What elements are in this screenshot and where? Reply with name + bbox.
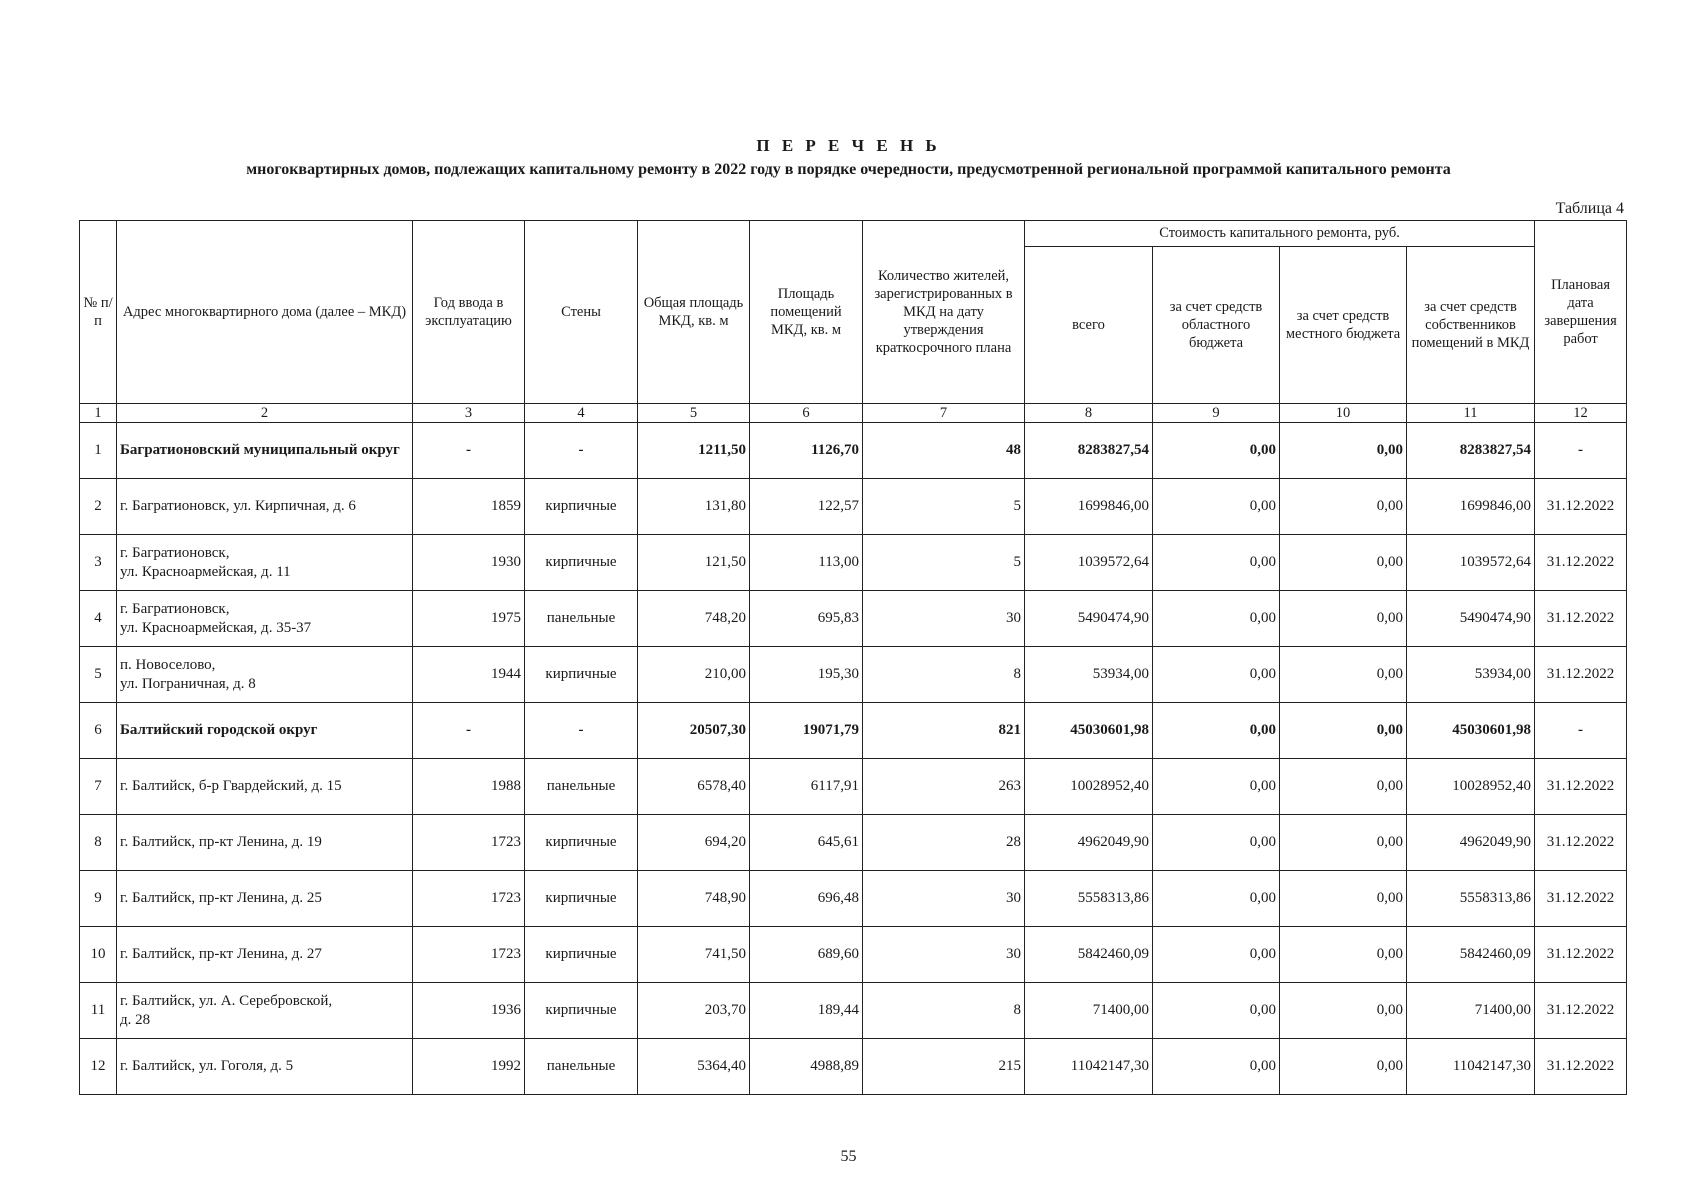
row-number: 3	[80, 535, 117, 591]
residents-cell: 215	[863, 1039, 1025, 1095]
cost-owners-cell: 1039572,64	[1407, 535, 1535, 591]
address-cell: г. Балтийск, пр-кт Ленина, д. 27	[117, 927, 413, 983]
cost-local-cell: 0,00	[1280, 647, 1407, 703]
cost-regional-cell: 0,00	[1153, 647, 1280, 703]
address-cell: г. Багратионовск, ул. Красноармейская, д. 35-37	[117, 591, 413, 647]
premises-area-cell: 4988,89	[750, 1039, 863, 1095]
total-area-cell: 5364,40	[638, 1039, 750, 1095]
cost-local-cell: 0,00	[1280, 759, 1407, 815]
premises-area-cell: 1126,70	[750, 423, 863, 479]
cost-regional-cell: 0,00	[1153, 759, 1280, 815]
year-cell: 1992	[413, 1039, 525, 1095]
walls-cell: кирпичные	[525, 815, 638, 871]
cost-local-cell: 0,00	[1280, 535, 1407, 591]
header-num: № п/п	[80, 221, 117, 404]
column-number: 8	[1025, 404, 1153, 423]
header-year: Год ввода в эксплуатацию	[413, 221, 525, 404]
cost-owners-cell: 5842460,09	[1407, 927, 1535, 983]
table-row	[80, 479, 1627, 535]
cost-owners-cell: 5490474,90	[1407, 591, 1535, 647]
walls-cell: кирпичные	[525, 647, 638, 703]
cost-regional-cell: 0,00	[1153, 983, 1280, 1039]
completion-cell: -	[1535, 703, 1627, 759]
cost-regional-cell: 0,00	[1153, 479, 1280, 535]
completion-cell: 31.12.2022	[1535, 927, 1627, 983]
cost-total-cell: 1039572,64	[1025, 535, 1153, 591]
year-cell: 1975	[413, 591, 525, 647]
cost-regional-cell: 0,00	[1153, 927, 1280, 983]
address-cell: г. Балтийск, пр-кт Ленина, д. 25	[117, 871, 413, 927]
cost-local-cell: 0,00	[1280, 927, 1407, 983]
column-number: 7	[863, 404, 1025, 423]
table-row	[80, 647, 1627, 703]
premises-area-cell: 189,44	[750, 983, 863, 1039]
table-row	[80, 759, 1627, 815]
row-number: 2	[80, 479, 117, 535]
completion-cell: 31.12.2022	[1535, 591, 1627, 647]
row-number: 11	[80, 983, 117, 1039]
header-residents: Количество жителей, зарегистрированных в МКД на дату утверждения краткосрочного плана	[863, 221, 1025, 404]
column-number: 12	[1535, 404, 1627, 423]
premises-area-cell: 696,48	[750, 871, 863, 927]
cost-owners-cell: 1699846,00	[1407, 479, 1535, 535]
row-number: 7	[80, 759, 117, 815]
column-number: 10	[1280, 404, 1407, 423]
cost-total-cell: 5558313,86	[1025, 871, 1153, 927]
completion-cell: 31.12.2022	[1535, 983, 1627, 1039]
completion-cell: 31.12.2022	[1535, 647, 1627, 703]
year-cell: 1723	[413, 815, 525, 871]
walls-cell: панельные	[525, 591, 638, 647]
address-cell: Балтийский городской округ	[117, 703, 413, 759]
column-number: 3	[413, 404, 525, 423]
completion-cell: -	[1535, 423, 1627, 479]
table-row	[80, 535, 1627, 591]
cost-local-cell: 0,00	[1280, 1039, 1407, 1095]
walls-cell: кирпичные	[525, 535, 638, 591]
table-row	[80, 815, 1627, 871]
year-cell: 1944	[413, 647, 525, 703]
walls-cell: кирпичные	[525, 983, 638, 1039]
row-number: 12	[80, 1039, 117, 1095]
cost-total-cell: 53934,00	[1025, 647, 1153, 703]
cost-total-cell: 11042147,30	[1025, 1039, 1153, 1095]
completion-cell: 31.12.2022	[1535, 479, 1627, 535]
cost-total-cell: 8283827,54	[1025, 423, 1153, 479]
year-cell: 1988	[413, 759, 525, 815]
residents-cell: 263	[863, 759, 1025, 815]
cost-total-cell: 71400,00	[1025, 983, 1153, 1039]
cost-total-cell: 45030601,98	[1025, 703, 1153, 759]
cost-regional-cell: 0,00	[1153, 871, 1280, 927]
year-cell: -	[413, 423, 525, 479]
completion-cell: 31.12.2022	[1535, 759, 1627, 815]
premises-area-cell: 195,30	[750, 647, 863, 703]
cost-local-cell: 0,00	[1280, 591, 1407, 647]
cost-local-cell: 0,00	[1280, 479, 1407, 535]
year-cell: 1859	[413, 479, 525, 535]
address-cell: г. Балтийск, пр-кт Ленина, д. 19	[117, 815, 413, 871]
premises-area-cell: 645,61	[750, 815, 863, 871]
cost-owners-cell: 53934,00	[1407, 647, 1535, 703]
cost-local-cell: 0,00	[1280, 703, 1407, 759]
walls-cell: -	[525, 703, 638, 759]
premises-area-cell: 695,83	[750, 591, 863, 647]
row-number: 10	[80, 927, 117, 983]
document-subtitle: многоквартирных домов, подлежащих капитальному ремонту в 2022 году в порядке очередности, предусмотренной региональной программой капитального ремонта	[246, 161, 1451, 178]
total-area-cell: 6578,40	[638, 759, 750, 815]
cost-local-cell: 0,00	[1280, 815, 1407, 871]
row-number: 4	[80, 591, 117, 647]
row-number: 1	[80, 423, 117, 479]
cost-total-cell: 10028952,40	[1025, 759, 1153, 815]
cost-owners-cell: 71400,00	[1407, 983, 1535, 1039]
total-area-cell: 131,80	[638, 479, 750, 535]
total-area-cell: 748,20	[638, 591, 750, 647]
row-number: 8	[80, 815, 117, 871]
total-area-cell: 694,20	[638, 815, 750, 871]
residents-cell: 5	[863, 535, 1025, 591]
premises-area-cell: 6117,91	[750, 759, 863, 815]
row-number: 6	[80, 703, 117, 759]
table-row-total	[80, 703, 1627, 759]
cost-owners-cell: 8283827,54	[1407, 423, 1535, 479]
address-cell: г. Багратионовск, ул. Кирпичная, д. 6	[117, 479, 413, 535]
address-cell: г. Багратионовск, ул. Красноармейская, д. 11	[117, 535, 413, 591]
table-label: Таблица 4	[1555, 200, 1624, 217]
walls-cell: панельные	[525, 759, 638, 815]
column-number: 4	[525, 404, 638, 423]
header-cost-regional: за счет средств областного бюджета	[1153, 247, 1280, 404]
header-walls: Стены	[525, 221, 638, 404]
column-number-row	[80, 404, 1627, 423]
cost-local-cell: 0,00	[1280, 983, 1407, 1039]
header-completion: Плановая дата завершения работ	[1535, 221, 1627, 404]
walls-cell: панельные	[525, 1039, 638, 1095]
cost-owners-cell: 4962049,90	[1407, 815, 1535, 871]
total-area-cell: 210,00	[638, 647, 750, 703]
total-area-cell: 748,90	[638, 871, 750, 927]
completion-cell: 31.12.2022	[1535, 1039, 1627, 1095]
document-title: П Е Р Е Ч Е Н Ь	[756, 136, 941, 155]
header-address: Адрес многоквартирного дома (далее – МКД)	[117, 221, 413, 404]
year-cell: 1936	[413, 983, 525, 1039]
walls-cell: кирпичные	[525, 479, 638, 535]
premises-area-cell: 122,57	[750, 479, 863, 535]
residents-cell: 8	[863, 983, 1025, 1039]
premises-area-cell: 19071,79	[750, 703, 863, 759]
residents-cell: 48	[863, 423, 1025, 479]
address-cell: г. Балтийск, ул. Гоголя, д. 5	[117, 1039, 413, 1095]
cost-owners-cell: 11042147,30	[1407, 1039, 1535, 1095]
completion-cell: 31.12.2022	[1535, 871, 1627, 927]
row-number: 5	[80, 647, 117, 703]
walls-cell: кирпичные	[525, 927, 638, 983]
header-premises-area: Площадь помещений МКД, кв. м	[750, 221, 863, 404]
completion-cell: 31.12.2022	[1535, 815, 1627, 871]
residents-cell: 30	[863, 927, 1025, 983]
table-body	[80, 423, 1627, 1095]
premises-area-cell: 113,00	[750, 535, 863, 591]
total-area-cell: 741,50	[638, 927, 750, 983]
column-number: 9	[1153, 404, 1280, 423]
total-area-cell: 20507,30	[638, 703, 750, 759]
buildings-table	[79, 220, 1627, 1095]
column-number: 6	[750, 404, 863, 423]
address-cell: г. Балтийск, ул. А. Серебровской, д. 28	[117, 983, 413, 1039]
walls-cell: -	[525, 423, 638, 479]
residents-cell: 821	[863, 703, 1025, 759]
residents-cell: 30	[863, 591, 1025, 647]
header-cost-total: всего	[1025, 247, 1153, 404]
cost-total-cell: 5490474,90	[1025, 591, 1153, 647]
table-row	[80, 591, 1627, 647]
cost-regional-cell: 0,00	[1153, 535, 1280, 591]
residents-cell: 5	[863, 479, 1025, 535]
column-number: 11	[1407, 404, 1535, 423]
column-number: 1	[80, 404, 117, 423]
table-row	[80, 983, 1627, 1039]
table-row	[80, 871, 1627, 927]
address-cell: Багратионовский муниципальный округ	[117, 423, 413, 479]
table-row-total	[80, 423, 1627, 479]
cost-total-cell: 5842460,09	[1025, 927, 1153, 983]
cost-regional-cell: 0,00	[1153, 591, 1280, 647]
completion-cell: 31.12.2022	[1535, 535, 1627, 591]
cost-regional-cell: 0,00	[1153, 815, 1280, 871]
header-cost-local: за счет средств местного бюджета	[1280, 247, 1407, 404]
cost-owners-cell: 5558313,86	[1407, 871, 1535, 927]
year-cell: 1930	[413, 535, 525, 591]
residents-cell: 8	[863, 647, 1025, 703]
premises-area-cell: 689,60	[750, 927, 863, 983]
walls-cell: кирпичные	[525, 871, 638, 927]
cost-regional-cell: 0,00	[1153, 703, 1280, 759]
header-cost-owners: за счет средств собственников помещений в МКД	[1407, 247, 1535, 404]
cost-total-cell: 1699846,00	[1025, 479, 1153, 535]
address-cell: г. Балтийск, б-р Гвардейский, д. 15	[117, 759, 413, 815]
cost-owners-cell: 45030601,98	[1407, 703, 1535, 759]
address-cell: п. Новоселово, ул. Пограничная, д. 8	[117, 647, 413, 703]
cost-regional-cell: 0,00	[1153, 1039, 1280, 1095]
header-total-area: Общая площадь МКД, кв. м	[638, 221, 750, 404]
year-cell: 1723	[413, 871, 525, 927]
residents-cell: 30	[863, 871, 1025, 927]
total-area-cell: 1211,50	[638, 423, 750, 479]
cost-owners-cell: 10028952,40	[1407, 759, 1535, 815]
year-cell: -	[413, 703, 525, 759]
header-cost-group: Стоимость капитального ремонта, руб.	[1025, 221, 1535, 247]
year-cell: 1723	[413, 927, 525, 983]
cost-local-cell: 0,00	[1280, 423, 1407, 479]
total-area-cell: 121,50	[638, 535, 750, 591]
column-number: 5	[638, 404, 750, 423]
table-row	[80, 1039, 1627, 1095]
table-row	[80, 927, 1627, 983]
cost-local-cell: 0,00	[1280, 871, 1407, 927]
cost-regional-cell: 0,00	[1153, 423, 1280, 479]
page-number: 55	[840, 1148, 857, 1165]
column-number: 2	[117, 404, 413, 423]
total-area-cell: 203,70	[638, 983, 750, 1039]
row-number: 9	[80, 871, 117, 927]
residents-cell: 28	[863, 815, 1025, 871]
cost-total-cell: 4962049,90	[1025, 815, 1153, 871]
